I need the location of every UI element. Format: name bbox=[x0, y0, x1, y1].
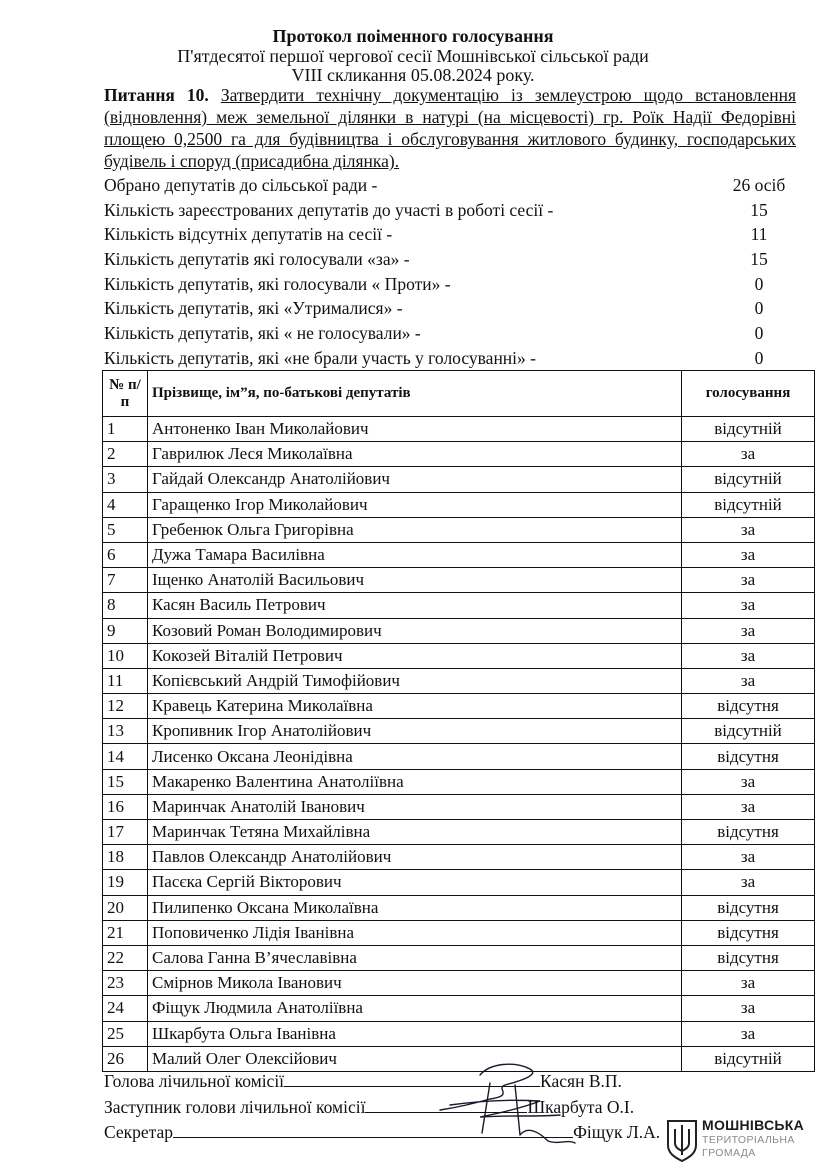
vote-result: за bbox=[682, 568, 815, 593]
question-label: Питання 10. bbox=[104, 85, 209, 105]
row-number: 16 bbox=[103, 794, 148, 819]
table-row bbox=[103, 467, 815, 492]
vote-result: за bbox=[682, 870, 815, 895]
vote-result: відсутня bbox=[682, 895, 815, 920]
deputy-name: Гребенюк Ольга Григорівна bbox=[148, 517, 682, 542]
stat-label: Кількість депутатів, які « не голосували» - bbox=[104, 323, 421, 344]
table-row bbox=[103, 996, 815, 1021]
vote-result: за bbox=[682, 643, 815, 668]
vote-table bbox=[102, 370, 815, 1072]
row-number: 7 bbox=[103, 568, 148, 593]
signature-row-secretary bbox=[104, 1121, 660, 1143]
table-row bbox=[103, 744, 815, 769]
vote-result: відсутня bbox=[682, 744, 815, 769]
deputy-name: Лисенко Оксана Леонідівна bbox=[148, 744, 682, 769]
deputy-name: Смірнов Микола Іванович bbox=[148, 971, 682, 996]
signature-name: Фіщук Л.А. bbox=[573, 1122, 661, 1142]
vote-result: відсутня bbox=[682, 820, 815, 845]
document-title: Протокол поіменного голосування bbox=[272, 26, 554, 46]
row-number: 18 bbox=[103, 845, 148, 870]
column-header-name: Прізвище, ім”я, по-батькові депутатів bbox=[148, 371, 682, 417]
row-number: 11 bbox=[103, 668, 148, 693]
deputy-name: Кокозей Віталій Петрович bbox=[148, 643, 682, 668]
table-row bbox=[103, 1021, 815, 1046]
row-number: 19 bbox=[103, 870, 148, 895]
row-number: 10 bbox=[103, 643, 148, 668]
question-block bbox=[104, 84, 796, 172]
row-number: 5 bbox=[103, 517, 148, 542]
row-number: 14 bbox=[103, 744, 148, 769]
table-row bbox=[103, 417, 815, 442]
vote-result: за bbox=[682, 1021, 815, 1046]
stat-label: Кількість зареєстрованих депутатів до участі в роботі сесії - bbox=[104, 199, 554, 220]
table-row bbox=[103, 820, 815, 845]
stat-value: 0 bbox=[754, 273, 764, 294]
row-number: 4 bbox=[103, 492, 148, 517]
row-number: 2 bbox=[103, 442, 148, 467]
table-row bbox=[103, 719, 815, 744]
row-number: 21 bbox=[103, 920, 148, 945]
stat-label: Кількість депутатів, які «не брали участь у голосуванні» - bbox=[104, 347, 536, 368]
table-row bbox=[103, 542, 815, 567]
table-row bbox=[103, 517, 815, 542]
deputy-name: Пасєка Сергій Вікторович bbox=[148, 870, 682, 895]
vote-result: за bbox=[682, 542, 815, 567]
row-number: 3 bbox=[103, 467, 148, 492]
stat-value: 15 bbox=[750, 199, 768, 220]
table-row bbox=[103, 971, 815, 996]
row-number: 12 bbox=[103, 694, 148, 719]
row-number: 1 bbox=[103, 417, 148, 442]
table-row bbox=[103, 870, 815, 895]
signature-row-chair bbox=[104, 1070, 622, 1092]
community-logo bbox=[666, 1115, 816, 1165]
table-row bbox=[103, 769, 815, 794]
row-number: 26 bbox=[103, 1046, 148, 1071]
row-number: 15 bbox=[103, 769, 148, 794]
column-header-vote: голосування bbox=[682, 371, 815, 417]
deputy-name: Маринчак Тетяна Михайлівна bbox=[148, 820, 682, 845]
row-number: 6 bbox=[103, 542, 148, 567]
stat-row bbox=[104, 222, 796, 247]
deputy-name: Козовий Роман Володимирович bbox=[148, 618, 682, 643]
vote-result: відсутній bbox=[682, 492, 815, 517]
vote-result: відсутня bbox=[682, 945, 815, 970]
vote-result: відсутній bbox=[682, 1046, 815, 1071]
document-subtitle-session: П'ятдесятої першої чергової сесії Мошнівської сільської ради bbox=[177, 46, 649, 66]
stat-label: Кількість депутатів, які «Утрималися» - bbox=[104, 298, 403, 319]
vote-result: відсутній bbox=[682, 417, 815, 442]
vote-result: за bbox=[682, 593, 815, 618]
row-number: 25 bbox=[103, 1021, 148, 1046]
signature-role: Голова лічильної комісії bbox=[104, 1071, 285, 1091]
stat-label: Обрано депутатів до сільської ради - bbox=[104, 175, 378, 195]
stat-row bbox=[104, 296, 796, 321]
row-number: 22 bbox=[103, 945, 148, 970]
logo-text-main: МОШНІВСЬКА bbox=[702, 1117, 805, 1133]
deputy-name: Гайдай Олександр Анатолійович bbox=[148, 467, 682, 492]
deputy-name: Фіщук Людмила Анатоліївна bbox=[148, 996, 682, 1021]
row-number: 13 bbox=[103, 719, 148, 744]
vote-table-header bbox=[103, 371, 815, 417]
table-row bbox=[103, 668, 815, 693]
deputy-name: Павлов Олександр Анатолійович bbox=[148, 845, 682, 870]
stat-value: 0 bbox=[754, 298, 764, 319]
signature-line bbox=[365, 1097, 527, 1113]
table-row bbox=[103, 895, 815, 920]
stat-value: 26 осіб bbox=[732, 175, 786, 195]
stat-row bbox=[104, 198, 796, 223]
stat-label: Кількість депутатів, які голосували « Проти» - bbox=[104, 273, 451, 294]
row-number: 24 bbox=[103, 996, 148, 1021]
signature-role: Заступник голови лічильної комісії bbox=[104, 1097, 366, 1117]
stat-row bbox=[104, 272, 796, 297]
deputy-name: Касян Василь Петрович bbox=[148, 593, 682, 618]
vote-result: за bbox=[682, 845, 815, 870]
vote-result: за bbox=[682, 517, 815, 542]
logo-text-sub1: ТЕРИТОРІАЛЬНА bbox=[702, 1134, 795, 1146]
vote-result: за bbox=[682, 442, 815, 467]
deputy-name: Копієвський Андрій Тимофійович bbox=[148, 668, 682, 693]
stat-label: Кількість відсутніх депутатів на сесії - bbox=[104, 224, 393, 245]
signature-role: Секретар bbox=[104, 1122, 174, 1142]
vote-result: за bbox=[682, 668, 815, 693]
row-number: 17 bbox=[103, 820, 148, 845]
deputy-name: Поповиченко Лідія Іванівна bbox=[148, 920, 682, 945]
vote-result: за bbox=[682, 794, 815, 819]
column-header-number: № п/п bbox=[103, 371, 148, 417]
deputy-name: Антоненко Іван Миколайович bbox=[148, 417, 682, 442]
logo-text-sub2: ГРОМАДА bbox=[702, 1147, 756, 1159]
signature-row-deputy bbox=[104, 1096, 634, 1118]
deputy-name: Іщенко Анатолій Васильович bbox=[148, 568, 682, 593]
trident-icon bbox=[666, 1115, 698, 1163]
deputy-name: Салова Ганна В’ячеславівна bbox=[148, 945, 682, 970]
deputy-name: Кропивник Ігор Анатолійович bbox=[148, 719, 682, 744]
table-row bbox=[103, 442, 815, 467]
vote-result: за bbox=[682, 769, 815, 794]
stat-label: Кількість депутатів які голосували «за» - bbox=[104, 249, 410, 270]
deputy-name: Маринчак Анатолій Іванович bbox=[148, 794, 682, 819]
table-row bbox=[103, 920, 815, 945]
signature-name: Касян В.П. bbox=[540, 1071, 622, 1091]
deputy-name: Дужа Тамара Василівна bbox=[148, 542, 682, 567]
table-row bbox=[103, 694, 815, 719]
deputy-name: Гаврилюк Леся Миколаївна bbox=[148, 442, 682, 467]
stat-value: 0 bbox=[754, 323, 764, 344]
document-subtitle-date: VIII скликання 05.08.2024 року. bbox=[291, 65, 535, 85]
vote-result: за bbox=[682, 971, 815, 996]
signature-name: Шкарбута О.І. bbox=[527, 1097, 635, 1117]
deputy-name: Малий Олег Олексійович bbox=[148, 1046, 682, 1071]
signature-line bbox=[284, 1071, 540, 1087]
stat-row bbox=[104, 321, 796, 346]
stat-row bbox=[104, 247, 796, 272]
deputy-name: Пилипенко Оксана Миколаївна bbox=[148, 895, 682, 920]
stat-row bbox=[104, 346, 796, 371]
vote-result: за bbox=[682, 996, 815, 1021]
table-row bbox=[103, 492, 815, 517]
stat-value: 0 bbox=[754, 347, 764, 368]
question-text: Затвердити технічну документацію із землеустрою щодо встановлення (відновлення) меж земельної ділянки в натурі (на місцевості) гр. Роїк Надії Федорівні площею 0,2500 га для будівництва і обслуговування житлового будинку, господарських будівель і споруд (присадибна ділянка). bbox=[104, 85, 796, 171]
vote-statistics bbox=[104, 173, 796, 371]
deputy-name: Шкарбута Ольга Іванівна bbox=[148, 1021, 682, 1046]
table-row bbox=[103, 593, 815, 618]
deputy-name: Макаренко Валентина Анатоліївна bbox=[148, 769, 682, 794]
vote-result: відсутній bbox=[682, 719, 815, 744]
table-row bbox=[103, 618, 815, 643]
table-row bbox=[103, 794, 815, 819]
table-row bbox=[103, 845, 815, 870]
row-number: 8 bbox=[103, 593, 148, 618]
vote-result: відсутній bbox=[682, 467, 815, 492]
deputy-name: Гаращенко Ігор Миколайович bbox=[148, 492, 682, 517]
vote-result: відсутня bbox=[682, 694, 815, 719]
deputy-name: Кравець Катерина Миколаївна bbox=[148, 694, 682, 719]
vote-result: за bbox=[682, 618, 815, 643]
table-row bbox=[103, 643, 815, 668]
stat-value: 11 bbox=[750, 224, 768, 245]
signature-line bbox=[173, 1122, 573, 1138]
row-number: 20 bbox=[103, 895, 148, 920]
table-row bbox=[103, 945, 815, 970]
vote-result: відсутня bbox=[682, 920, 815, 945]
stat-row bbox=[104, 173, 796, 198]
row-number: 9 bbox=[103, 618, 148, 643]
row-number: 23 bbox=[103, 971, 148, 996]
table-row bbox=[103, 568, 815, 593]
stat-value: 15 bbox=[750, 249, 768, 270]
